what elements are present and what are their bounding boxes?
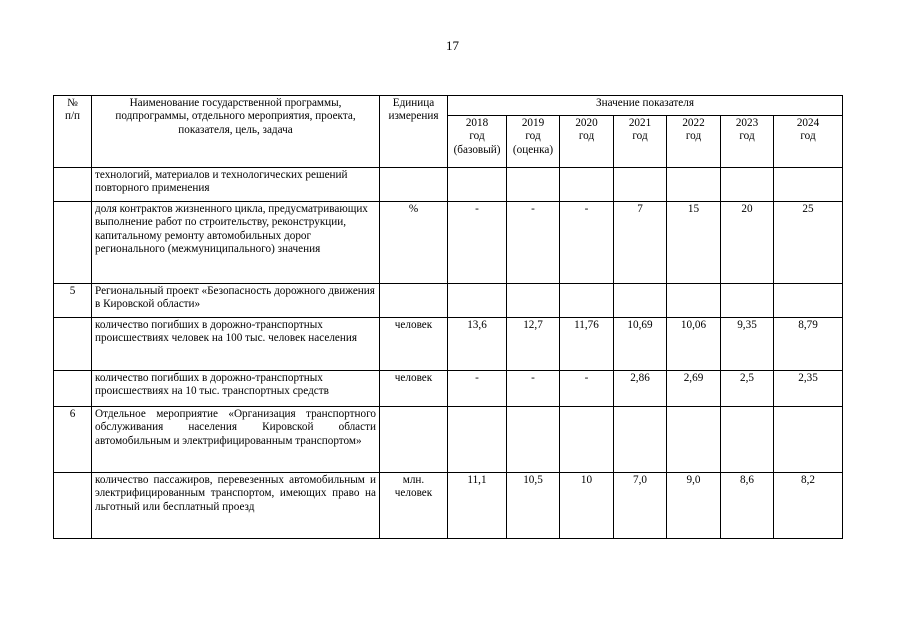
row-unit: млн. человек (380, 473, 448, 539)
row-value: - (448, 202, 507, 284)
col-header-year: 2021 год (614, 116, 667, 168)
row-unit: % (380, 202, 448, 284)
row-value: 15 (667, 202, 721, 284)
row-value: 10,5 (507, 473, 560, 539)
row-value (507, 284, 560, 318)
row-value: - (560, 202, 614, 284)
row-value: 2,86 (614, 371, 667, 407)
table-row (54, 168, 843, 202)
col-header-value-group: Значение показателя (448, 96, 843, 116)
row-value: - (560, 371, 614, 407)
row-value (614, 168, 667, 202)
row-value (560, 284, 614, 318)
col-header-name: Наименование государственной программы, подпрограммы, отдельного мероприятия, проекта, показателя, цель, задача (92, 96, 380, 168)
row-unit (380, 284, 448, 318)
row-value: 8,79 (774, 318, 843, 371)
row-name: Отдельное мероприятие «Организация транспортного обслуживания населения Кировской области автомобильным и электрифицированным транспортом» (92, 407, 380, 473)
row-value: 9,35 (721, 318, 774, 371)
row-value (667, 407, 721, 473)
col-header-year: 2020 год (560, 116, 614, 168)
row-value (448, 168, 507, 202)
row-value (560, 168, 614, 202)
table-row (54, 473, 843, 539)
table-row (54, 407, 843, 473)
row-value: - (507, 371, 560, 407)
row-value (721, 284, 774, 318)
row-unit (380, 407, 448, 473)
row-value (721, 407, 774, 473)
row-value (667, 284, 721, 318)
row-value: 20 (721, 202, 774, 284)
row-value (507, 168, 560, 202)
row-name: доля контрактов жизненного цикла, предусматривающих выполнение работ по строительству, реконструкции, капитальному ремонту автомобильных дорог регионального (межмуниципального) значения (92, 202, 380, 284)
row-unit (380, 168, 448, 202)
row-value: 11,1 (448, 473, 507, 539)
row-num (54, 202, 92, 284)
row-name: технологий, материалов и технологических решений повторного применения (92, 168, 380, 202)
row-num: 6 (54, 407, 92, 473)
row-value (614, 407, 667, 473)
row-value: 8,6 (721, 473, 774, 539)
table-row (54, 202, 843, 284)
row-num (54, 473, 92, 539)
row-value (667, 168, 721, 202)
row-value (774, 407, 843, 473)
row-value (507, 407, 560, 473)
row-unit: человек (380, 371, 448, 407)
row-value (560, 407, 614, 473)
row-value (614, 284, 667, 318)
row-value (721, 168, 774, 202)
col-header-year: 2019 год (оценка) (507, 116, 560, 168)
row-name: Региональный проект «Безопасность дорожного движения в Кировской области» (92, 284, 380, 318)
indicators-table (53, 95, 843, 539)
row-value: - (507, 202, 560, 284)
row-num (54, 318, 92, 371)
row-value: 13,6 (448, 318, 507, 371)
col-header-unit: Единица измерения (380, 96, 448, 168)
col-header-year: 2023 год (721, 116, 774, 168)
row-value: 2,69 (667, 371, 721, 407)
col-header-year: 2018 год (базовый) (448, 116, 507, 168)
row-value: 10,06 (667, 318, 721, 371)
row-name: количество пассажиров, перевезенных автомобильным и электрифицированным транспортом, имеющих право на льготный или бесплатный проезд (92, 473, 380, 539)
row-value: 7,0 (614, 473, 667, 539)
row-name: количество погибших в дорожно-транспортных происшествиях на 10 тыс. транспортных средств (92, 371, 380, 407)
col-header-num: № п/п (54, 96, 92, 168)
col-header-year: 2024 год (774, 116, 843, 168)
row-value: 12,7 (507, 318, 560, 371)
header-row-1 (54, 96, 843, 116)
row-value: 11,76 (560, 318, 614, 371)
row-value: 2,35 (774, 371, 843, 407)
row-value: 7 (614, 202, 667, 284)
row-unit: человек (380, 318, 448, 371)
table-row (54, 284, 843, 318)
row-value (774, 284, 843, 318)
row-value (448, 407, 507, 473)
col-header-year: 2022 год (667, 116, 721, 168)
row-value (448, 284, 507, 318)
row-value (774, 168, 843, 202)
row-value: 8,2 (774, 473, 843, 539)
page-number: 17 (446, 38, 459, 53)
row-value: 25 (774, 202, 843, 284)
row-value: - (448, 371, 507, 407)
table-row (54, 318, 843, 371)
row-value: 10 (560, 473, 614, 539)
row-num: 5 (54, 284, 92, 318)
row-value: 2,5 (721, 371, 774, 407)
row-num (54, 168, 92, 202)
row-num (54, 371, 92, 407)
table-row (54, 371, 843, 407)
row-value: 10,69 (614, 318, 667, 371)
row-name: количество погибших в дорожно-транспортных происшествиях человек на 100 тыс. человек населения (92, 318, 380, 371)
row-value: 9,0 (667, 473, 721, 539)
